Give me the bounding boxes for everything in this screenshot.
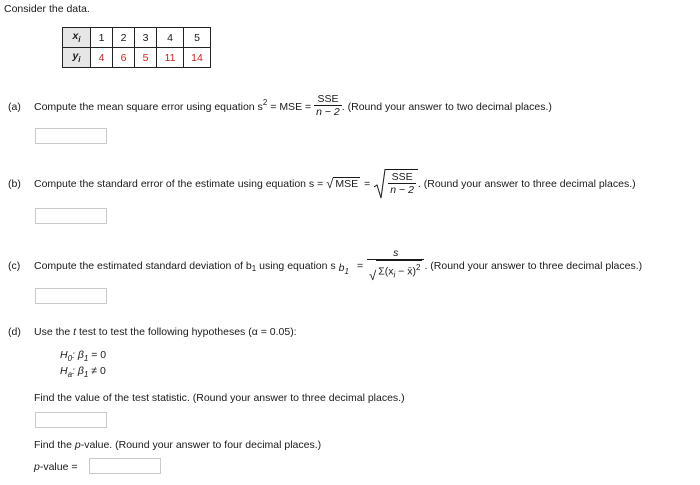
alternative-hypothesis: $H_a$: $\beta_1 \ne 0$ — [60, 365, 106, 380]
y-cell: 11 — [157, 48, 184, 68]
answer-c-input[interactable] — [35, 288, 107, 304]
x-cell: 1 — [91, 28, 113, 48]
sb1-fraction: s √ $\Sigma(x_i$ − x̄)$^2$ — [367, 247, 424, 283]
sqrt-mse: √ MSE — [326, 176, 359, 191]
part-a-label: (a) — [8, 100, 21, 113]
y-header: $y_i$ — [63, 48, 91, 68]
x-header: $x_i$ — [63, 28, 91, 48]
y-cell: 14 — [184, 48, 211, 68]
table-row-y — [63, 48, 211, 68]
part-c-label: (c) — [8, 259, 21, 272]
x-cell: 2 — [113, 28, 135, 48]
x-cell: 5 — [184, 28, 211, 48]
intro-text: Consider the data. — [4, 3, 90, 15]
null-hypothesis: $H_0$: $\beta_1 = 0$ — [60, 349, 107, 364]
y-cell: 4 — [91, 48, 113, 68]
p-value-label: p-value = — [34, 461, 78, 473]
mse-fraction: $\frac{\text{SSE}}{n - 2}$ — [316, 93, 340, 118]
p-value-input[interactable] — [89, 458, 161, 474]
test-statistic-prompt: Find the value of the test statistic. (Round your answer to three decimal places.) — [34, 392, 405, 404]
test-statistic-input[interactable] — [35, 412, 107, 428]
part-c-question: (c) Compute the estimated standard deviation of b $_1$ using equation s $b_1$ = s √ $\Sigma(x_i$ − x̄)$^2$ . (Round your answer to three decimal places.) — [8, 247, 643, 283]
part-d-label: (d) — [8, 326, 21, 338]
part-b-label: (b) — [8, 178, 21, 190]
y-cell: 5 — [135, 48, 157, 68]
part-d-question: (d) Use the t test to test the following hypotheses (α = 0.05): — [8, 326, 297, 338]
sqrt-sse-fraction: $\frac{\text{SSE}}{n - 2}$ — [374, 169, 418, 199]
x-cell: 3 — [135, 28, 157, 48]
answer-b-input[interactable] — [35, 208, 107, 224]
answer-a-input[interactable] — [35, 128, 107, 144]
y-cell: 6 — [113, 48, 135, 68]
table-row-x — [63, 28, 211, 48]
data-table — [62, 27, 211, 68]
part-b-question: (b) Compute the standard error of the estimate using equation s = √ MSE = $\frac{\text{SSE}}{n - 2}$ . (Round your answer to three decimal places.) — [8, 169, 636, 199]
part-a-question: (a) Compute the mean square error using equation s $^2$ = MSE = $\frac{\text{SSE}}{n - 2}$ . (Round your answer to two decimal places.) — [8, 93, 552, 118]
x-cell: 4 — [157, 28, 184, 48]
p-value-prompt: Find the p-value. (Round your answer to four decimal places.) — [34, 439, 322, 451]
